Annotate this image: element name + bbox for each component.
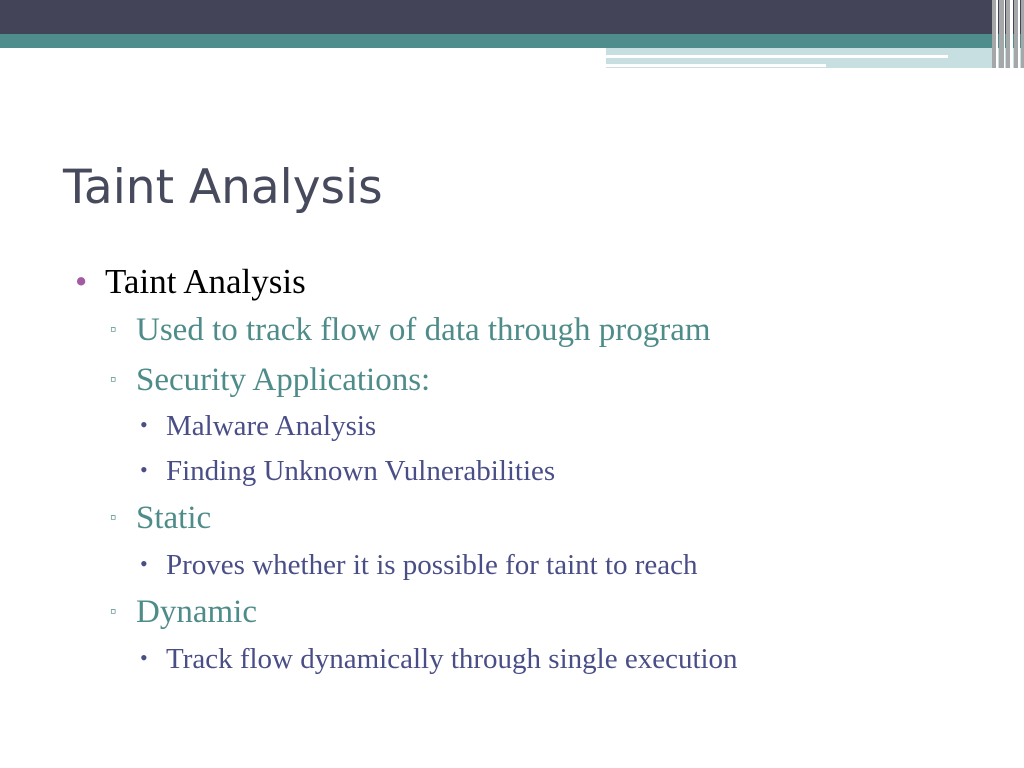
square-bullet-icon: ▫ (110, 319, 117, 339)
bullet-text: Malware Analysis (166, 410, 377, 442)
bullet-item-level3 (140, 643, 738, 676)
square-bullet-icon: ▫ (110, 369, 117, 389)
bullet-text: Finding Unknown Vulnerabilities (166, 455, 556, 487)
bullet-text: Taint Analysis (105, 262, 306, 301)
square-bullet-icon: ▫ (110, 601, 117, 621)
bullet-item-level2 (110, 312, 711, 349)
bullet-item-level2 (110, 362, 430, 399)
bullet-text: Dynamic (136, 594, 257, 630)
small-dot-bullet-icon: • (140, 645, 148, 670)
bullet-item-level3 (140, 455, 555, 488)
bullet-item-level3 (140, 410, 376, 443)
square-bullet-icon: ▫ (110, 507, 117, 527)
bullet-text: Static (136, 500, 212, 536)
bullet-text: Security Applications: (136, 362, 431, 398)
bullet-dot-icon: • (75, 262, 88, 301)
bullet-item-level2 (110, 500, 211, 537)
slide-title: Taint Analysis (63, 160, 383, 215)
bullet-text: Track flow dynamically through single execution (166, 643, 738, 675)
bullet-item-level3 (140, 549, 698, 582)
bullet-item-level1 (75, 262, 306, 302)
small-dot-bullet-icon: • (140, 412, 148, 437)
small-dot-bullet-icon: • (140, 457, 148, 482)
bullet-text: Proves whether it is possible for taint to reach (166, 549, 698, 581)
small-dot-bullet-icon: • (140, 551, 148, 576)
bullet-text: Used to track flow of data through program (136, 312, 711, 348)
bullet-item-level2 (110, 594, 257, 631)
